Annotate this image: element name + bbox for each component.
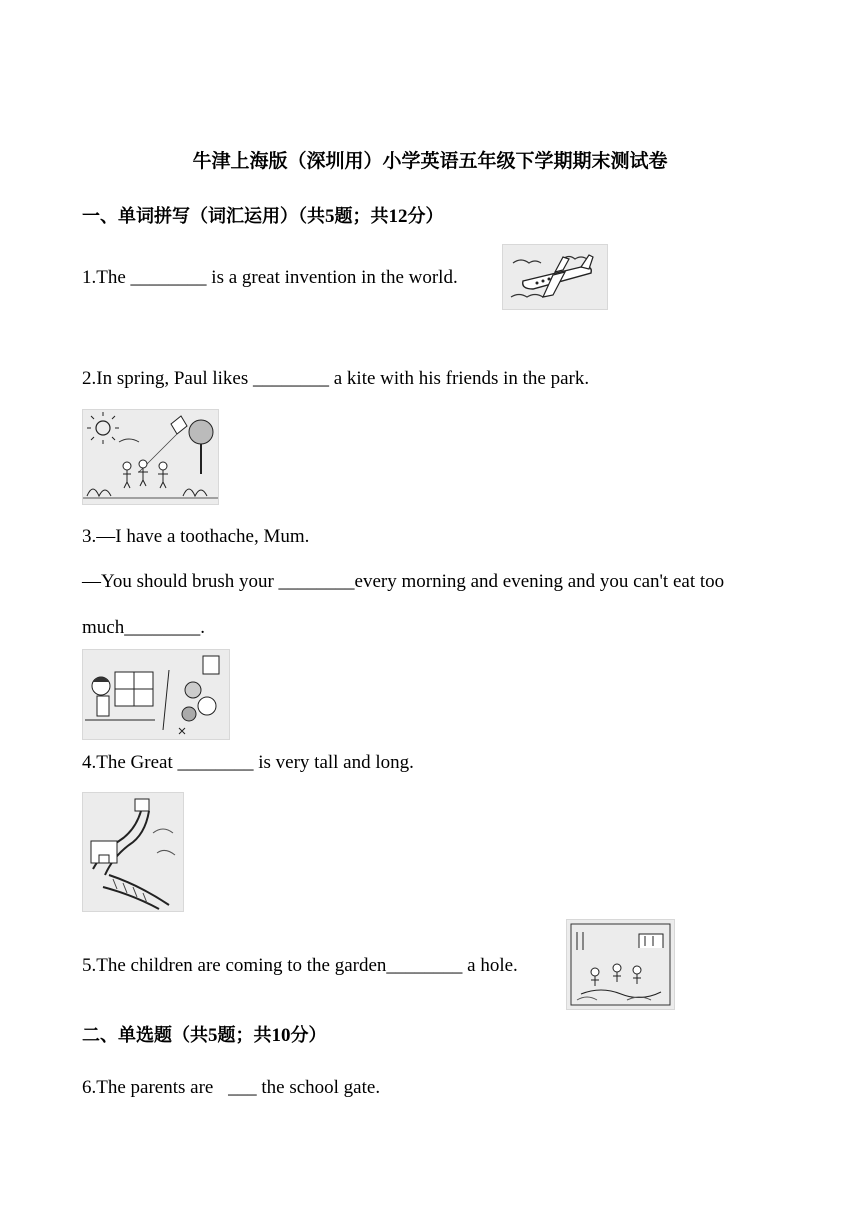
question-4: 4.The Great ________ is very tall and long. xyxy=(82,752,414,773)
section-2-score: 10 xyxy=(271,1025,291,1046)
children-digging-picture xyxy=(566,919,675,1010)
question-5: 5.The children are coming to the garden________ a hole. xyxy=(82,955,518,976)
answer-blank[interactable]: ___ xyxy=(228,1077,257,1098)
great-wall-picture xyxy=(82,792,184,912)
kite-flying-picture xyxy=(82,409,219,505)
question-3-line-3: much________. xyxy=(82,617,205,638)
question-1: 1.The ________ is a great invention in the world. xyxy=(82,267,458,288)
section-heading-1: 一、单词拼写（词汇运用）（共5题；共12分） xyxy=(82,206,444,227)
airplane-picture xyxy=(502,244,608,310)
section-1-score: 12 xyxy=(388,206,408,227)
section-2-count: 5 xyxy=(208,1025,218,1046)
toothache-candy-picture xyxy=(82,649,230,740)
section-heading-2: 二、单选题（共5题；共10分） xyxy=(82,1025,327,1046)
question-2: 2.In spring, Paul likes ________ a kite with his friends in the park. xyxy=(82,368,590,389)
page-title: 牛津上海版（深圳用）小学英语五年级下学期期末测试卷 xyxy=(192,150,668,172)
section-1-count: 5 xyxy=(325,206,335,227)
question-3-line-2: —You should brush your ________every morning and evening and you can't eat too xyxy=(82,571,725,592)
question-6: 6.The parents are ___ the school gate. xyxy=(82,1077,381,1098)
question-3-line-1: 3.—I have a toothache, Mum. xyxy=(82,526,310,547)
